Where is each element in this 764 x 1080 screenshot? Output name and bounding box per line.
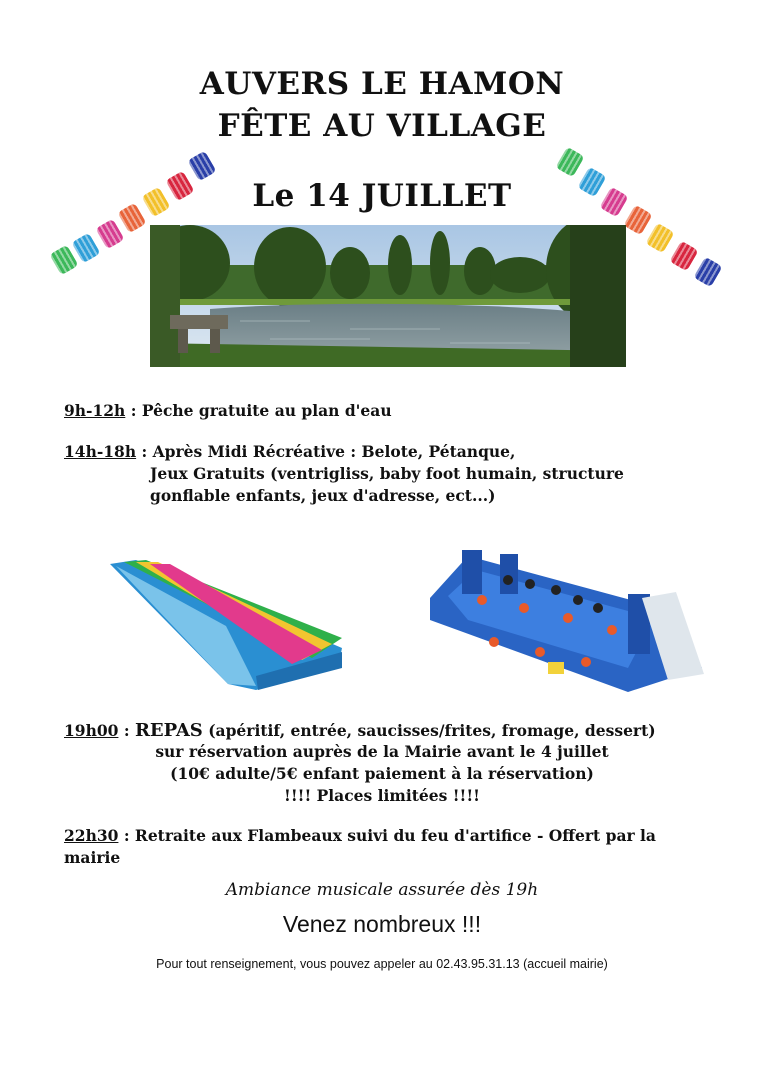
paper-lantern-icon	[187, 151, 216, 182]
paper-lantern-icon	[71, 233, 100, 264]
meal-limited-places: !!!! Places limitées !!!!	[284, 786, 480, 805]
meal-reservation: sur réservation auprès de la Mairie avant le 4 juillet	[155, 742, 609, 761]
paper-lantern-icon	[693, 257, 722, 288]
baby-foot-inflatable-image	[428, 550, 704, 696]
program-item-afternoon	[64, 442, 515, 461]
paper-lantern-icon	[555, 147, 584, 178]
venez-nombreux: Venez nombreux !!!	[282, 911, 482, 937]
paper-lantern-icon	[645, 223, 674, 254]
waterslide-image	[106, 556, 346, 696]
time-14h-18h: 14h-18h	[64, 442, 137, 461]
title-line-1: AUVERS LE HAMON	[199, 66, 565, 102]
program-item-torch-parade	[64, 826, 656, 845]
meal-menu: (apéritif, entrée, saucisses/frites, fromage, dessert)	[202, 721, 656, 740]
time-9h-12h: 9h-12h	[64, 401, 126, 420]
torch-parade-text: : Retraite aux Flambeaux suivi du feu d'artifice - Offert par la	[118, 826, 656, 845]
event-date: Le 14 JUILLET	[252, 178, 512, 214]
program-text: : Après Midi Récréative : Belote, Pétanque,	[136, 442, 516, 461]
program-item-afternoon-line-2: Jeux Gratuits (ventrigliss, baby foot humain, structure	[150, 464, 624, 483]
title-line-2: FÊTE AU VILLAGE	[217, 108, 547, 144]
music-note: Ambiance musicale assurée dès 19h	[225, 880, 539, 900]
meal-separator: :	[118, 721, 135, 740]
lake-photo	[150, 225, 626, 367]
time-19h00: 19h00	[64, 721, 119, 740]
paper-lantern-icon	[95, 219, 124, 250]
torch-parade-line-2: mairie	[64, 848, 121, 867]
program-item-afternoon-line-3: gonflable enfants, jeux d'adresse, ect...)	[150, 486, 496, 505]
program-item-meal	[64, 720, 656, 741]
time-22h30: 22h30	[64, 826, 119, 845]
meal-prices: (10€ adulte/5€ enfant paiement à la réservation)	[170, 764, 594, 783]
meal-label: REPAS	[134, 720, 203, 741]
contact-info: Pour tout renseignement, vous pouvez appeler au 02.43.95.31.13 (accueil mairie)	[156, 957, 608, 971]
program-text: : Pêche gratuite au plan d'eau	[125, 401, 392, 420]
program-item-fishing	[64, 401, 392, 420]
paper-lantern-icon	[669, 241, 698, 272]
